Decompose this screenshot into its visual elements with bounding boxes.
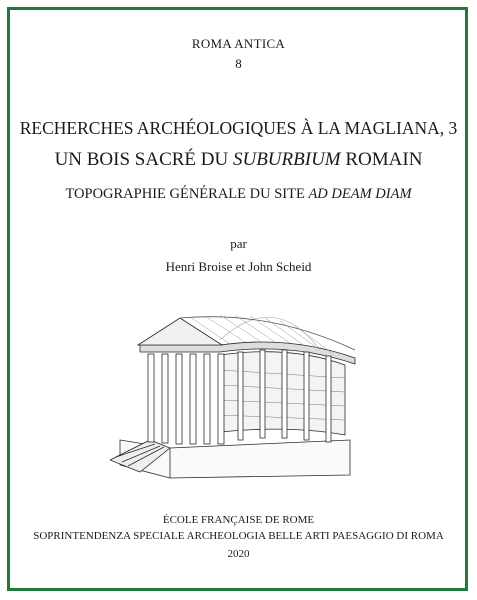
publisher-line-1: ÉCOLE FRANÇAISE DE ROME [162,514,315,526]
title-line-2 [0,149,477,171]
title-line-2-part-2: ROMAIN [340,149,423,170]
by-label: par [230,236,247,251]
publication-year: 2020 [227,548,250,560]
title-line-2-part-1: UN BOIS SACRÉ DU [54,149,233,170]
title-line-2-italic: SUBURBIUM [232,149,341,170]
publisher-line-2: SOPRINTENDENZA SPECIALE ARCHEOLOGIA BELLE ARTI PAESAGGIO DI ROMA [33,530,444,542]
authors: Henri Broise et John Scheid [165,259,312,274]
cover-frame [7,7,468,591]
volume-number: 8 [235,56,242,71]
subtitle-italic: AD DEAM DIAM [308,186,412,202]
series-name: ROMA ANTICA [191,36,286,51]
title-line-1: RECHERCHES ARCHÉOLOGIQUES À LA MAGLIANA, 3 [19,118,458,138]
temple-drawing [110,300,370,500]
subtitle [0,186,477,203]
subtitle-part-1: TOPOGRAPHIE GÉNÉRALE DU SITE [65,186,309,202]
